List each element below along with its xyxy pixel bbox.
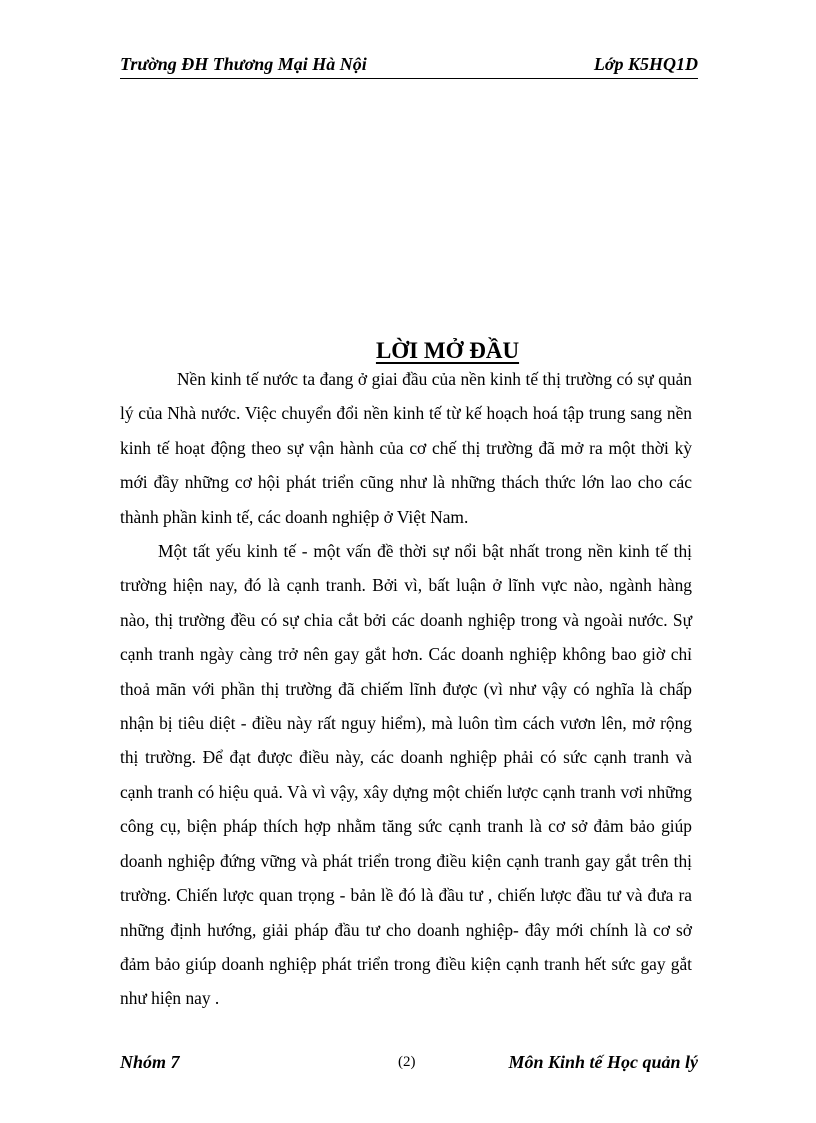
header-school-name: Trường ĐH Thương Mại Hà Nội: [120, 54, 367, 74]
page-header: [120, 52, 698, 79]
paragraph-2: Một tất yếu kinh tế - một vấn đề thời sự nổi bật nhất trong nền kinh tế thị trường hiện nay, đó là cạnh tranh. Bởi vì, bất luận ở lĩnh vực nào, ngành hàng nào, thị trường đều có sự chia cắt bởi các doanh nghiệp trong và ngoài nước. Sự cạnh tranh ngày càng trở nên gay gắt hơn. Các doanh nghiệp không bao giờ chỉ thoả mãn với phần thị trường đã chiếm lĩnh được (vì như vậy có nghĩa là chấp nhận bị tiêu diệt - điều này rất nguy hiểm), mà luôn tìm cách vươn lên, mở rộng thị trường. Để đạt được điều này, các doanh nghiệp phải có sức cạnh tranh và cạnh tranh có hiệu quả. Và vì vậy, xây dựng một chiến lược cạnh tranh vơi những công cụ, biện pháp thích hợp nhằm tăng sức cạnh tranh là cơ sở đảm bảo giúp doanh nghiệp đứng vững và phát triển trong điều kiện cạnh tranh gay gắt trên thị trường. Chiến lược quan trọng - bản lề đó là đầu tư , chiến lược đầu tư và đưa ra những định hướng, giải pháp đầu tư cho doanh nghiệp- đây mới chính là cơ sở đảm bảo giúp doanh nghiệp phát triển trong điều kiện cạnh tranh hết sức gay gắt như hiện nay .: [120, 541, 692, 1009]
page-footer: [120, 1050, 698, 1076]
header-class-name: Lớp K5HQ1D: [593, 54, 698, 74]
document-body: [120, 362, 692, 1016]
page-number: (2): [398, 1054, 416, 1070]
footer-subject-name: Môn Kinh tế Học quản lý: [508, 1052, 698, 1072]
title-text: LỜI MỞ ĐẦU: [375, 338, 520, 363]
paragraph-1: Nền kinh tế nước ta đang ở giai đầu của nền kinh tế thị trường có sự quản lý của Nhà nước. Việc chuyển đổi nền kinh tế từ kế hoạch hoá tập trung sang nền kinh tế hoạt động theo sự vận hành của cơ chế thị trường đã mở ra một thời kỳ mới đầy những cơ hội phát triển cũng như là những thách thức lớn lao cho các thành phần kinh tế, các doanh nghiệp ở Việt Nam.: [120, 369, 692, 527]
footer-group-name: Nhóm 7: [120, 1052, 180, 1072]
document-title: [0, 338, 816, 364]
